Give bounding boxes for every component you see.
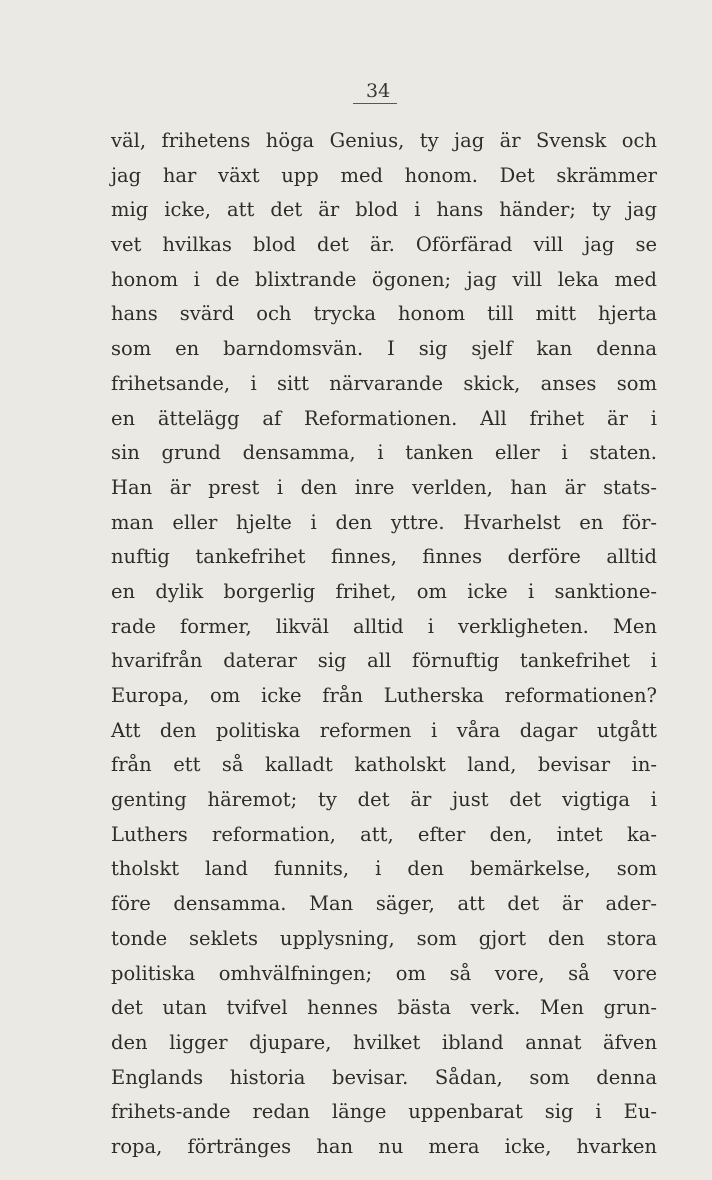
text-line: frihetsande, i sitt närvarande skick, anses som: [111, 371, 657, 395]
text-line: en dylik borgerlig frihet, om icke i sanktione-: [111, 579, 657, 603]
text-line: Att den politiska reformen i våra dagar utgått: [111, 718, 657, 742]
text-line: Luthers reformation, att, efter den, intet ka-: [111, 822, 657, 846]
text-line: frihets-ande redan länge uppenbarat sig i Eu-: [111, 1100, 657, 1124]
text-line: nuftig tankefrihet finnes, finnes derföre alltid: [111, 545, 657, 569]
text-line: jag har växt upp med honom. Det skrämmer: [111, 163, 657, 187]
text-line: det utan tvifvel hennes bästa verk. Men grun-: [111, 996, 657, 1020]
text-line: före densamma. Man säger, att det är ader-: [111, 892, 657, 916]
text-line: från ett så kalladt katholskt land, bevisar in-: [111, 753, 657, 777]
text-line: den ligger djupare, hvilket ibland annat äfven: [111, 1030, 657, 1054]
page-number: 34: [366, 80, 391, 102]
text-line: ropa, förtränges han nu mera icke, hvarken: [111, 1134, 657, 1158]
text-line: vet hvilkas blod det är. Oförfärad vill jag se: [111, 233, 657, 257]
text-line: mig icke, att det är blod i hans händer; ty jag: [111, 198, 657, 222]
text-line: rade former, likväl alltid i verkligheten. Men: [111, 614, 657, 638]
text-line: en ättelägg af Reformationen. All frihet är i: [111, 406, 657, 430]
page-number-underline: [353, 103, 397, 104]
text-line: väl, frihetens höga Genius, ty jag är Svensk och: [111, 129, 657, 152]
text-line: hans svärd och trycka honom till mitt hjerta: [111, 302, 657, 326]
text-line: Europa, om icke från Lutherska reformationen?: [111, 684, 657, 707]
text-line: tholskt land funnits, i den bemärkelse, som: [111, 857, 657, 881]
text-line: hvarifrån daterar sig all förnuftig tankefrihet i: [111, 649, 657, 673]
text-line: Englands historia bevisar. Sådan, som denna: [111, 1065, 657, 1089]
text-line: Han är prest i den inre verlden, han är stats-: [111, 475, 657, 499]
text-line: man eller hjelte i den yttre. Hvarhelst en för-: [111, 510, 657, 534]
text-line: tonde seklets upplysning, som gjort den stora: [111, 926, 657, 950]
text-line: honom i de blixtrande ögonen; jag vill leka med: [111, 267, 657, 291]
text-line: sin grund densamma, i tanken eller i staten.: [111, 441, 657, 465]
body-text: [111, 124, 657, 1165]
text-line: politiska omhvälfningen; om så vore, så vore: [111, 961, 657, 985]
text-line: genting häremot; ty det är just det vigtiga i: [111, 788, 657, 812]
text-line: som en barndomsvän. I sig sjelf kan denna: [111, 337, 657, 361]
